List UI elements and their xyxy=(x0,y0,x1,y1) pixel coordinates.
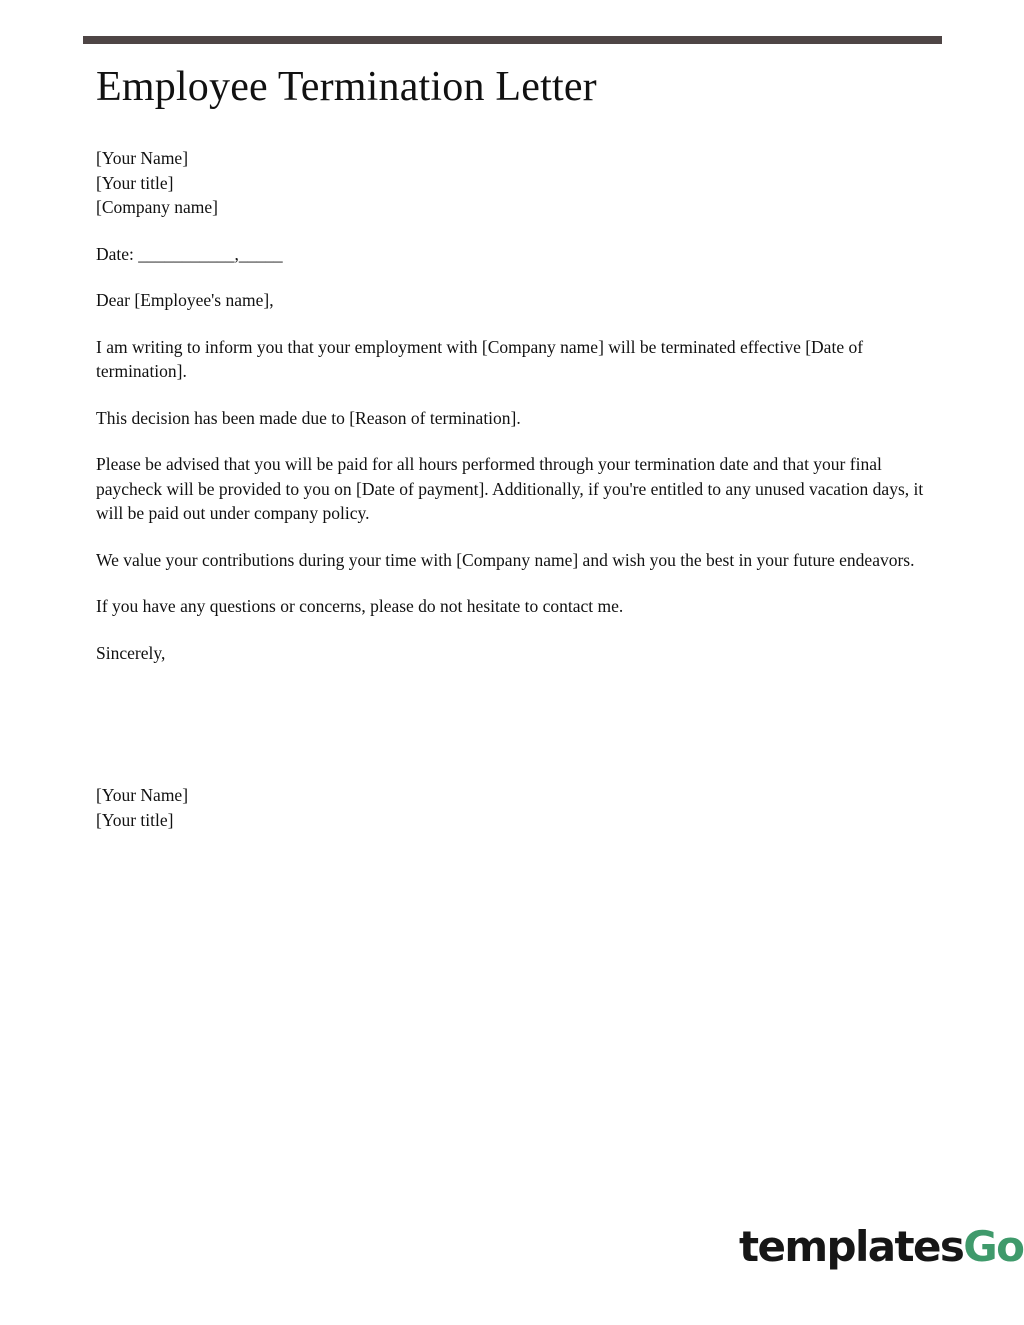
salutation: Dear [Employee's name], xyxy=(96,290,274,310)
body-paragraph-5: If you have any questions or concerns, please do not hesitate to contact me. xyxy=(96,596,624,616)
sender-name: [Your Name] xyxy=(96,148,189,168)
signature-title: [Your title] xyxy=(96,809,174,830)
signature-name: [Your Name] xyxy=(96,785,189,805)
header-rule xyxy=(83,36,942,44)
logo-text-accent: Go xyxy=(963,1222,1024,1271)
signature-space xyxy=(96,665,934,783)
body-paragraph-2: This decision has been made due to [Reason of termination]. xyxy=(96,407,521,428)
signature-block xyxy=(96,783,934,832)
body-paragraph-1: I am writing to inform you that your employment with [Company name] will be terminated effective [Date of termination]. xyxy=(96,336,864,381)
sender-title: [Your title] xyxy=(96,172,174,193)
closing-salutation: Sincerely, xyxy=(96,642,166,663)
body-paragraph-4: We value your contributions during your time with [Company name] and wish you the best in your future endeavors. xyxy=(96,549,915,570)
sender-address-block xyxy=(96,146,934,220)
logo-text-primary: templates xyxy=(739,1222,964,1271)
body-paragraph-3: Please be advised that you will be paid for all hours performed through your termination date and that your final paycheck will be provided to you on [Date of payment]. Additionally, if you're entitled to any unused vacation days, it will be paid out under company policy. xyxy=(96,454,924,523)
date-line: Date: ___________,_____ xyxy=(96,243,283,264)
sender-company: [Company name] xyxy=(96,197,218,217)
letter-body xyxy=(96,62,934,832)
page-title: Employee Termination Letter xyxy=(96,64,597,110)
templatesgo-logo xyxy=(739,1222,1024,1271)
